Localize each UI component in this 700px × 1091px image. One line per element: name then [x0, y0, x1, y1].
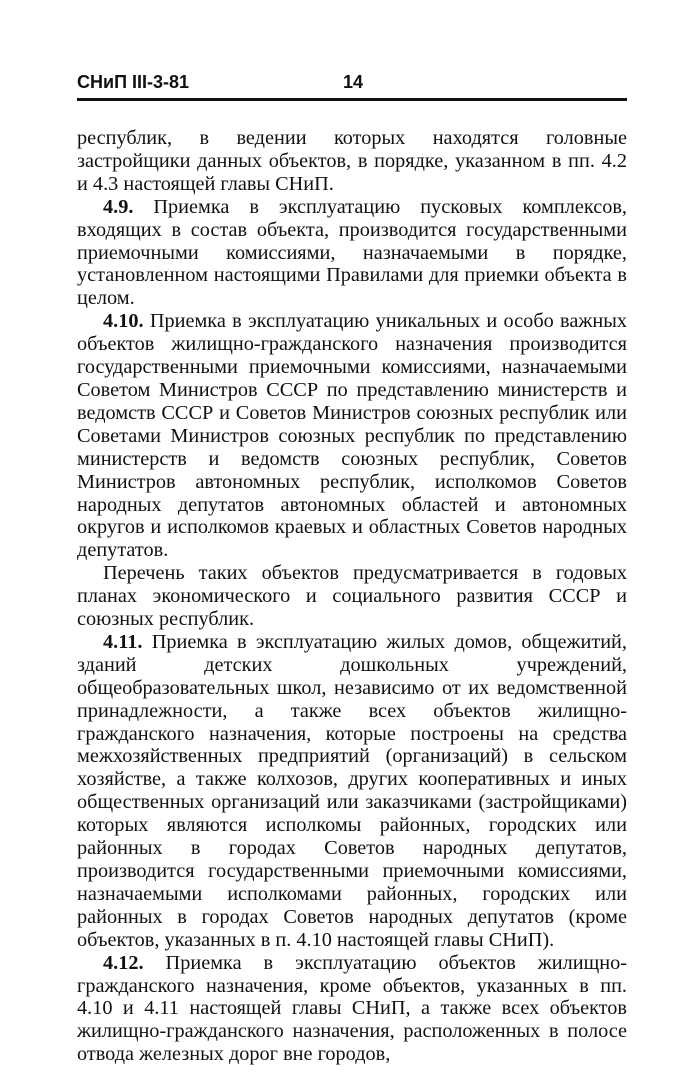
paragraph-4-12 — [77, 952, 627, 1067]
header-rule — [77, 98, 627, 101]
paragraph-text: Приемка в эксплуатацию пусковых комплексов, входящих в состав объекта, производится государственными приемочными комиссиями, назначаемыми в порядке, установленном настоящими Правилами для приемки объекта в целом. — [77, 195, 627, 310]
paragraph-list-note — [77, 562, 627, 631]
paragraph-number: 4.11. — [103, 630, 143, 653]
paragraph-text: Приемка в эксплуатацию уникальных и особо важных объектов жилищно-гражданского назначения производится государственными приемочными комиссиями, назначаемыми Советом Министров СССР по представлению министерств и ведомств СССР и Советов Министров союзных республик или Советами Министров союзных республик по представлению министерств и ведомств союзных республик, Советов Министров автономных республик, исполкомов Советов народных депутатов автономных областей и автономных округов и исполкомов краевых и областных Советов народных депутатов. — [77, 310, 627, 562]
paragraph-number: 4.9. — [103, 195, 134, 218]
page-header — [77, 72, 627, 98]
paragraph-continuation — [77, 127, 627, 196]
document-page — [77, 72, 627, 1066]
paragraph-text: Приемка в эксплуатацию объектов жилищно-гражданского назначения, кроме объектов, указанных в пп. 4.10 и 4.11 настоящей главы СНиП, а также всех объектов жилищно-гражданского назначения, расположенных в полосе отвода железных дорог вне городов, — [77, 951, 627, 1066]
paragraph-number: 4.10. — [103, 310, 144, 333]
paragraph-4-10 — [77, 310, 627, 562]
paragraph-4-11 — [77, 631, 627, 952]
document-code: СНиП III-3-81 — [77, 72, 190, 92]
paragraph-text: Приемка в эксплуатацию жилых домов, общежитий, зданий детских дошкольных учреждений, общеобразовательных школ, независимо от их ведомственной принадлежности, а также всех объектов жилищно-гражданского назначения, которые построены на средства межхозяйственных предприятий (организаций) в сельском хозяйстве, а также колхозов, других кооперативных и иных общественных организаций или заказчиками (застройщиками) которых являются исполкомы районных, городских или районных в городах Советов народных депутатов, производится государственными приемочными комиссиями, назначаемыми исполкомами районных, городских или районных в городах Советов народных депутатов (кроме объектов, указанных в п. 4.10 настоящей главы СНиП). — [77, 630, 627, 951]
page-number: 14 — [343, 72, 364, 92]
paragraph-4-9 — [77, 196, 627, 311]
body-text — [77, 127, 627, 1066]
paragraph-text: республик, в ведении которых находятся головные застройщики данных объектов, в порядке, указанном в пп. 4.2 и 4.3 настоящей главы СНиП. — [77, 127, 627, 195]
paragraph-number: 4.12. — [103, 951, 144, 974]
paragraph-text: Перечень таких объектов предусматривается в годовых планах экономического и социального развития СССР и союзных республик. — [77, 562, 627, 631]
